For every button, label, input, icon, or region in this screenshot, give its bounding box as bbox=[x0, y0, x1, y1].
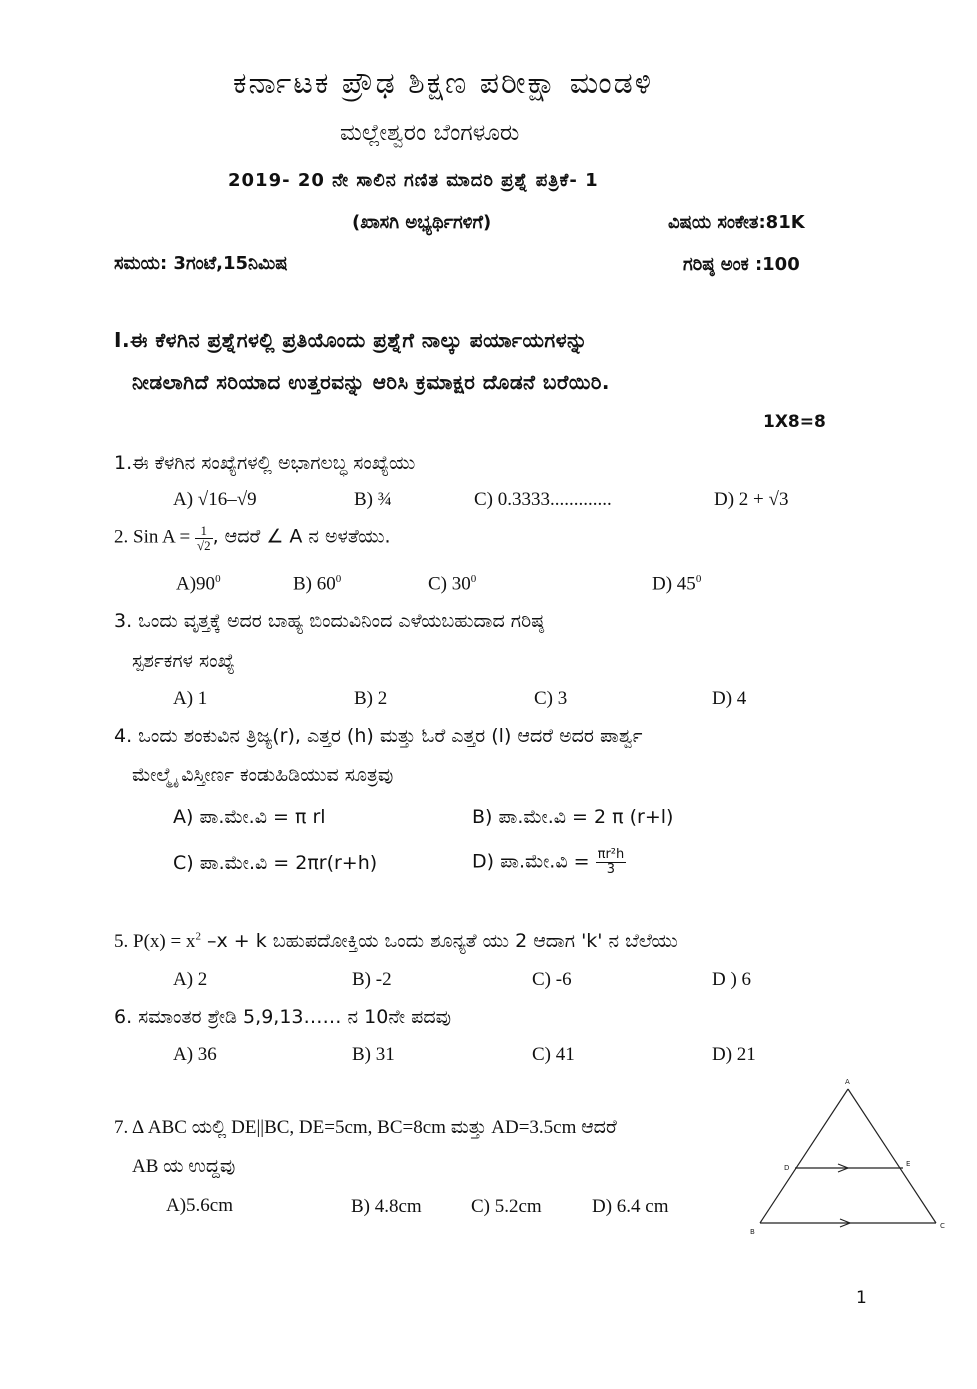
q2-option-b: B) $60^0$ bbox=[293, 573, 342, 595]
q4-d-den: 3 bbox=[606, 861, 616, 877]
board-title: ಕರ್ನಾಟಕ ಪ್ರೌಢ ಶಿಕ್ಷಣ ಪರೀಕ್ಷಾ ಮಂಡಳಿ bbox=[233, 66, 654, 101]
section-marks: 1X8=8 bbox=[763, 412, 826, 432]
question-4-line1: 4. ಒಂದು ಶಂಕುವಿನ ತ್ರಿಜ್ಯ(r), ಎತ್ತರ (h) ಮತ್ತು ಓರೆ ಎತ್ತರ (l) ಆದರೆ ಅದರ ಪಾರ್ಶ್ವ bbox=[114, 725, 643, 747]
q2-fraction-den: √2 bbox=[196, 537, 211, 553]
q5-exponent: 2 bbox=[195, 930, 201, 943]
q2-fraction-num: 1 bbox=[195, 524, 213, 539]
q2-fraction bbox=[195, 524, 213, 552]
question-7-line1: 7. Δ ABC ಯಲ್ಲಿ DE||BC, DE=5cm, BC=8cm ಮತ್ತು AD=3.5cm ಆದರೆ bbox=[114, 1117, 617, 1138]
q7-option-d: D) 6.4 cm bbox=[592, 1196, 669, 1217]
q3-option-b: B) 2 bbox=[354, 688, 388, 709]
q7-option-a: A)5.6cm bbox=[166, 1195, 234, 1216]
q4-option-d-fraction bbox=[596, 848, 627, 876]
q6-option-d: D) 21 bbox=[712, 1044, 756, 1065]
label-d: D bbox=[784, 1164, 790, 1172]
triangle-side-ac bbox=[848, 1089, 936, 1223]
q4-option-d-prefix: D) ಪಾ.ಮೇ.ವಿ = bbox=[472, 850, 590, 873]
q1-option-d: D) 2 + √3 bbox=[714, 489, 789, 510]
section-instruction-line1: I.ಈ ಕೆಳಗಿನ ಪ್ರಶ್ನೆಗಳಲ್ಲಿ ಪ್ರತಿಯೊಂದು ಪ್ರಶ್ನೆಗೆ ನಾಲ್ಕು ಪರ್ಯಾಯಗಳನ್ನು bbox=[114, 328, 588, 352]
q6-option-a: A) 36 bbox=[173, 1044, 217, 1065]
q3-option-c: C) 3 bbox=[534, 688, 568, 709]
page-number: 1 bbox=[856, 1288, 867, 1308]
candidate-type: (ಖಾಸಗಿ ಅಭ್ಯರ್ಥಿಗಳಿಗೆ) bbox=[352, 212, 492, 233]
label-a: A bbox=[845, 1078, 850, 1086]
q5-prefix: 5. P(x) = x bbox=[114, 931, 196, 952]
q5-option-a: A) 2 bbox=[173, 969, 208, 990]
q4-option-c: C) ಪಾ.ಮೇ.ವಿ = 2πr(r+h) bbox=[173, 852, 378, 874]
triangle-abc-figure bbox=[740, 1075, 960, 1245]
question-1: 1.ಈ ಕೆಳಗಿನ ಸಂಖ್ಯೆಗಳಲ್ಲಿ ಅಭಾಗಲಬ್ಧ ಸಂಖ್ಯೆಯು bbox=[114, 452, 416, 474]
q7-option-c: C) 5.2cm bbox=[471, 1196, 542, 1217]
question-3-line1: 3. ಒಂದು ವೃತ್ತಕ್ಕೆ ಅದರ ಬಾಹ್ಯ ಬಿಂದುವಿನಿಂದ ಎಳೆಯಬಹುದಾದ ಗರಿಷ್ಠ bbox=[114, 610, 545, 632]
q4-option-a: A) ಪಾ.ಮೇ.ವಿ = π rl bbox=[173, 806, 326, 828]
max-marks: ಗರಿಷ್ಠ ಅಂಕ :100 bbox=[683, 254, 800, 275]
q2-prefix: 2. Sin A = bbox=[114, 526, 191, 548]
label-b: B bbox=[750, 1228, 755, 1236]
q1-option-a: A) √16–√9 bbox=[173, 489, 257, 510]
q3-option-a: A) 1 bbox=[173, 688, 208, 709]
q7-option-b: B) 4.8cm bbox=[351, 1196, 422, 1217]
label-c: C bbox=[940, 1222, 945, 1230]
q1-option-b: B) ¾ bbox=[354, 489, 392, 510]
question-4-line2: ಮೇಲ್ಮೈ ವಿಸ್ತೀರ್ಣ ಕಂಡುಹಿಡಿಯುವ ಸೂತ್ರವು bbox=[132, 764, 394, 786]
q1-option-c: C) 0.3333............. bbox=[474, 489, 612, 510]
paper-title: 2019- 20 ನೇ ಸಾಲಿನ ಗಣಿತ ಮಾದರಿ ಪ್ರಶ್ನೆ ಪತ್ರಿಕೆ- 1 bbox=[228, 170, 599, 191]
subject-code: ವಿಷಯ ಸಂಕೇತ:81K bbox=[668, 212, 805, 233]
q4-option-d bbox=[472, 848, 626, 876]
q5-option-d: D ) 6 bbox=[712, 969, 752, 990]
triangle-side-ab bbox=[760, 1089, 848, 1223]
q4-d-num: πr²h bbox=[597, 847, 625, 862]
q2-option-a: $A)90^0$ bbox=[176, 573, 221, 595]
question-2 bbox=[114, 524, 391, 552]
question-3-line2: ಸ್ಪರ್ಶಕಗಳ ಸಂಖ್ಯೆ bbox=[132, 650, 235, 672]
q5-suffix: –x + k ಬಹುಪದೋಕ್ತಿಯ ಒಂದು ಶೂನ್ಯತೆ ಯು 2 ಆದಾಗ 'k' ನ ಬೆಲೆಯು bbox=[200, 930, 678, 952]
q3-option-d: D) 4 bbox=[712, 688, 747, 709]
label-e: E bbox=[906, 1160, 911, 1168]
q2-option-c: C) $30^0$ bbox=[428, 573, 477, 595]
question-7-line2: AB ಯ ಉದ್ದವು bbox=[132, 1156, 236, 1177]
question-5 bbox=[114, 930, 678, 953]
q2-suffix: , ಆದರೆ ∠ A ನ ಅಳತೆಯು. bbox=[212, 525, 391, 548]
board-location: ಮಲ್ಲೇಶ್ವರಂ ಬೆಂಗಳೂರು bbox=[340, 120, 520, 146]
q6-option-c: C) 41 bbox=[532, 1044, 575, 1065]
section-instruction-line2: ನೀಡಲಾಗಿದೆ ಸರಿಯಾದ ಉತ್ತರವನ್ನು ಆರಿಸಿ ಕ್ರಮಾಕ್ಷರ ದೊಡನೆ ಬರೆಯಿರಿ. bbox=[132, 370, 610, 394]
q4-option-b: B) ಪಾ.ಮೇ.ವಿ = 2 π (r+l) bbox=[472, 806, 674, 828]
question-6: 6. ಸಮಾಂತರ ಶ್ರೇಡಿ 5,9,13…… ನ 10ನೇ ಪದವು bbox=[114, 1006, 452, 1028]
q5-option-c: C) -6 bbox=[532, 969, 572, 990]
exam-time: ಸಮಯ: 3ಗಂಟೆ,15ನಿಮಿಷ bbox=[114, 253, 288, 274]
q5-option-b: B) -2 bbox=[352, 969, 392, 990]
q2-option-d: D) $45^0$ bbox=[652, 573, 702, 595]
q6-option-b: B) 31 bbox=[352, 1044, 395, 1065]
